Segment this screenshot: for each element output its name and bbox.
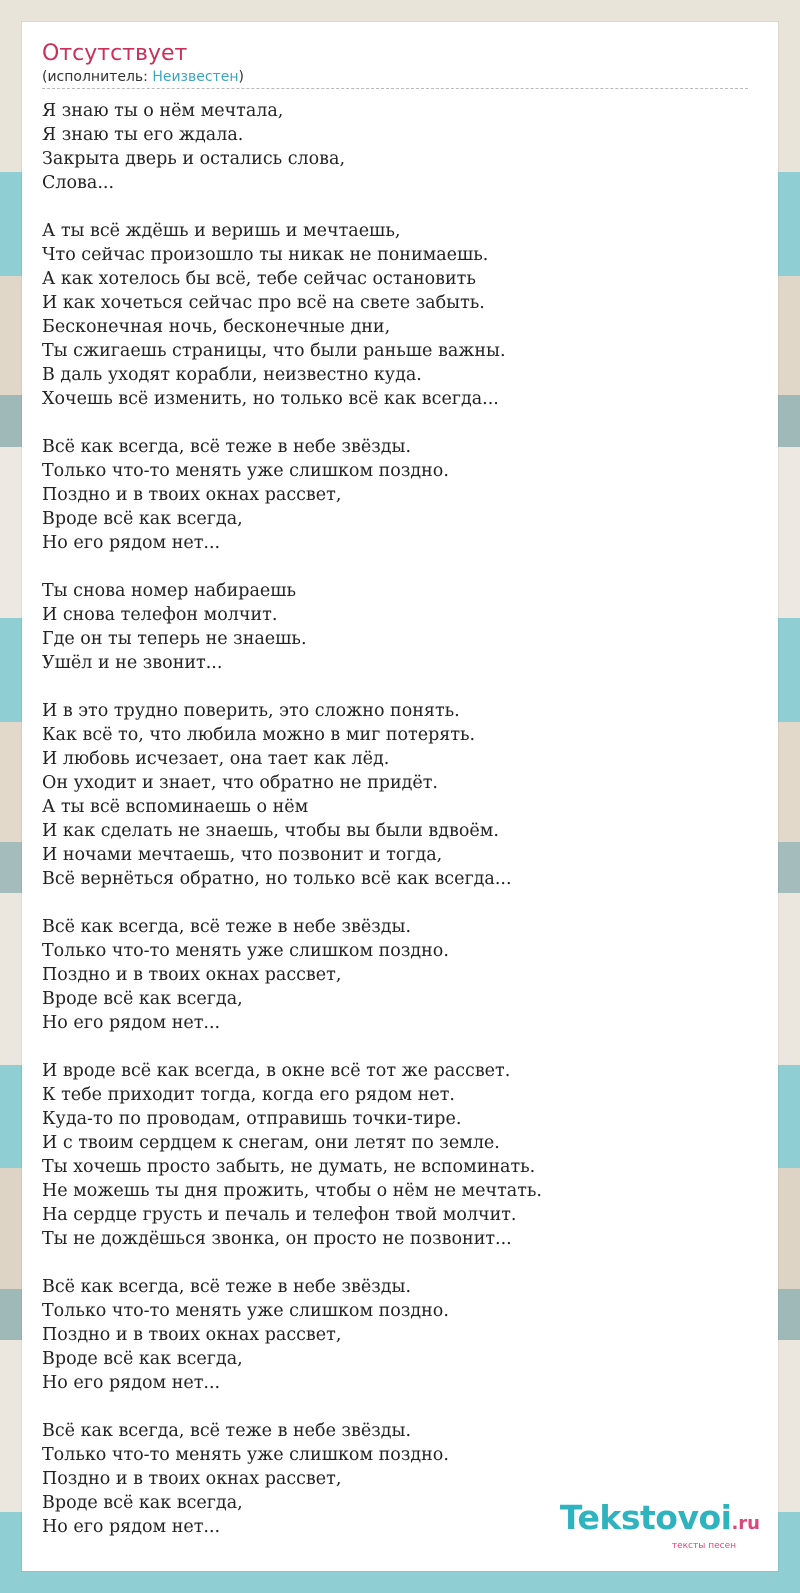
song-title: Отсутствует	[42, 41, 188, 66]
lyrics-line: Ты не дождёшься звонка, он просто не позвонит...	[42, 1229, 512, 1249]
lyrics-line: К тебе приходит тогда, когда его рядом нет.	[42, 1085, 455, 1105]
lyrics-line: Куда-то по проводам, отправишь точки-тире.	[42, 1109, 462, 1129]
logo-tld: .ru	[731, 1513, 760, 1534]
artist-line	[42, 68, 748, 86]
artist-suffix: )	[238, 69, 244, 85]
lyrics-line: И в это трудно поверить, это сложно понять.	[42, 701, 460, 721]
lyrics-line: Вроде всё как всегда,	[42, 989, 243, 1009]
lyrics-line: Всё вернёться обратно, но только всё как всегда...	[42, 869, 512, 889]
lyrics-line: Только что-то менять уже слишком поздно.	[42, 1445, 449, 1465]
lyrics-line: Поздно и в твоих окнах рассвет,	[42, 485, 342, 505]
lyrics-line: И с твоим сердцем к снегам, они летят по земле.	[42, 1133, 500, 1153]
lyrics-line: Где он ты теперь не знаешь.	[42, 629, 307, 649]
lyrics-line: Не можешь ты дня прожить, чтобы о нём не мечтать.	[42, 1181, 542, 1201]
lyrics-stanza	[42, 699, 748, 891]
lyrics-stanza	[42, 219, 748, 411]
lyrics-line: Но его рядом нет...	[42, 1517, 221, 1537]
lyrics-line: А ты всё вспоминаешь о нём	[42, 797, 309, 817]
lyrics-line: Я знаю ты о нём мечтала,	[42, 101, 284, 121]
lyrics-line: Ты сжигаешь страницы, что были раньше важны.	[42, 341, 506, 361]
lyrics-stanza	[42, 435, 748, 555]
lyrics-line: В даль уходят корабли, неизвестно куда.	[42, 365, 422, 385]
lyrics-line: А как хотелось бы всё, тебе сейчас остановить	[42, 269, 476, 289]
lyrics-stanza	[42, 579, 748, 675]
lyrics-line: Что сейчас произошло ты никак не понимаешь.	[42, 245, 489, 265]
lyrics-line: Хочешь всё изменить, но только всё как всегда...	[42, 389, 499, 409]
lyrics-line: Ушёл и не звонит...	[42, 653, 223, 673]
lyrics-line: И вроде всё как всегда, в окне всё тот же рассвет.	[42, 1061, 511, 1081]
lyrics-line: Всё как всегда, всё теже в небе звёзды.	[42, 1421, 412, 1441]
lyrics-body	[42, 99, 748, 1563]
site-logo[interactable]	[559, 1498, 760, 1551]
lyrics-line: На сердце грусть и печаль и телефон твой молчит.	[42, 1205, 517, 1225]
logo-name: Tekstovoi	[559, 1498, 732, 1537]
lyrics-line: Ты хочешь просто забыть, не думать, не вспоминать.	[42, 1157, 536, 1177]
artist-link[interactable]: Неизвестен	[152, 69, 239, 85]
lyrics-line: Поздно и в твоих окнах рассвет,	[42, 1469, 342, 1489]
lyrics-line: И как сделать не знаешь, чтобы вы были вдвоём.	[42, 821, 499, 841]
logo-tagline: тексты песен	[671, 1541, 736, 1551]
lyrics-line: И снова телефон молчит.	[42, 605, 278, 625]
lyrics-line: А ты всё ждёшь и веришь и мечтаешь,	[42, 221, 401, 241]
lyrics-line: Как всё то, что любила можно в миг потерять.	[42, 725, 476, 745]
lyrics-line: Только что-то менять уже слишком поздно.	[42, 1301, 449, 1321]
lyrics-line: Ты снова номер набираешь	[42, 581, 297, 601]
lyrics-stanza	[42, 99, 748, 195]
lyrics-line: Поздно и в твоих окнах рассвет,	[42, 965, 342, 985]
lyrics-card	[22, 22, 778, 1571]
lyrics-line: Но его рядом нет...	[42, 1013, 221, 1033]
lyrics-line: Закрыта дверь и остались слова,	[42, 149, 346, 169]
logo-wordmark	[559, 1498, 760, 1541]
lyrics-line: Всё как всегда, всё теже в небе звёзды.	[42, 1277, 412, 1297]
lyrics-line: Вроде всё как всегда,	[42, 1349, 243, 1369]
lyrics-line: И любовь исчезает, она тает как лёд.	[42, 749, 390, 769]
lyrics-line: Я знаю ты его ждала.	[42, 125, 244, 145]
lyrics-line: Бесконечная ночь, бесконечные дни,	[42, 317, 391, 337]
lyrics-line: Поздно и в твоих окнах рассвет,	[42, 1325, 342, 1345]
lyrics-stanza	[42, 915, 748, 1035]
lyrics-stanza	[42, 1059, 748, 1251]
lyrics-line: Он уходит и знает, что обратно не придёт.	[42, 773, 438, 793]
artist-prefix: (исполнитель:	[42, 69, 153, 85]
lyrics-line: И ночами мечтаешь, что позвонит и тогда,	[42, 845, 443, 865]
lyrics-line: Только что-то менять уже слишком поздно.	[42, 461, 449, 481]
song-header	[42, 40, 748, 89]
lyrics-line: Но его рядом нет...	[42, 1373, 221, 1393]
lyrics-line: Вроде всё как всегда,	[42, 1493, 243, 1513]
lyrics-line: Слова...	[42, 173, 115, 193]
lyrics-stanza	[42, 1275, 748, 1395]
lyrics-line: Только что-то менять уже слишком поздно.	[42, 941, 449, 961]
lyrics-line: Всё как всегда, всё теже в небе звёзды.	[42, 917, 412, 937]
lyrics-line: И как хочеться сейчас про всё на свете забыть.	[42, 293, 485, 313]
lyrics-line: Вроде всё как всегда,	[42, 509, 243, 529]
lyrics-line: Всё как всегда, всё теже в небе звёзды.	[42, 437, 412, 457]
lyrics-line: Но его рядом нет...	[42, 533, 221, 553]
